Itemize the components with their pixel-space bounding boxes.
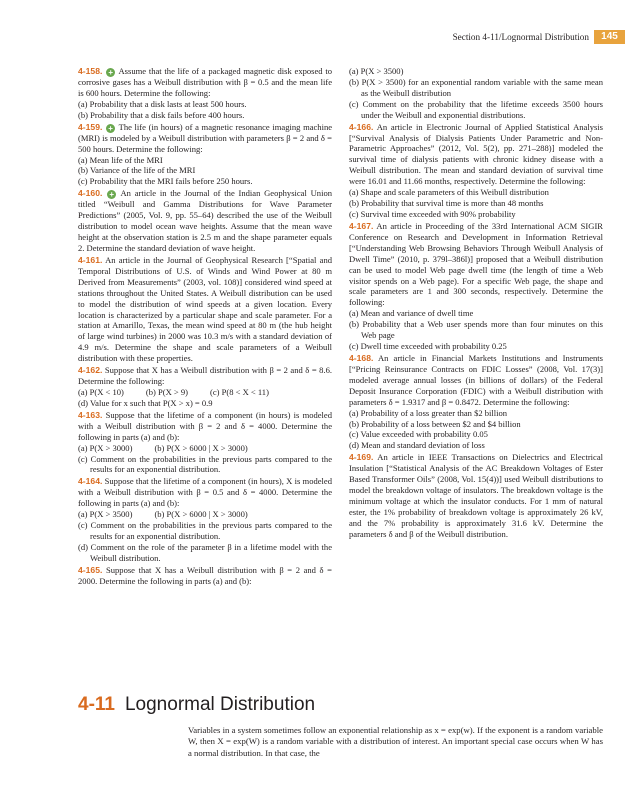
exercise-text: Assume that the life of a packaged magnetic disk exposed to corrosive gases has a Weibull distribution with β = 0.5 and the mean life is 600 hours. Determine the following: [78, 66, 332, 98]
exercise-text: An article in Electronic Journal of Applied Statistical Analysis [“Survival Analysis of Dialysis Patients Under Parametric and Non-Parametric Approaches” (2012, Vol. 5(2), pp. 271–288)] modeled the survival time of dialysis patients with chronic kidney disease with a Weibull distribution. The mean and standard deviation of survival time were 16.01 and 11.66 months, respectively. Determine the following: [349, 121, 603, 187]
exercise-number: 4-162. [78, 365, 103, 376]
exercise-statement [78, 255, 332, 364]
right-column [349, 66, 603, 541]
exercise-part: (a) Mean life of the MRI [78, 154, 163, 165]
exercise-text: An article in IEEE Transactions on Dielectrics and Electrical Insulation [“Statistical Analysis of the AC Breakdown Voltages of Ester Based Transformer Oils” (2008, Vol. 15(4))] used Weibull distributions to model the breakdown voltage of insulators. The breakdown voltage is the minimum voltage at which the insulator conducts. For 1 mm of natural ester, the 1% probability of breakdown voltage is approximately 26 kV, and the 7% probability is approximately 31.6 kV. Determine the parameters δ and β of the Weibull distribution. [349, 452, 604, 539]
section-title [78, 694, 315, 716]
exercise-part: (a) Probability that a disk lasts at least 500 hours. [78, 98, 247, 109]
exercise-number: 4-158. [78, 66, 103, 76]
exercise [78, 122, 332, 188]
exercise [78, 255, 332, 364]
exercise [349, 221, 603, 352]
exercise-text: Suppose that the lifetime of a component (in hours) is modeled with a Weibull distribution with β = 2 and δ = 4000. Determine the following in parts (a) and (b): [78, 409, 333, 442]
exercise-part: (b) P(X > 6000 | X > 3000) [154, 442, 248, 453]
exercise-number: 4-168. [349, 352, 374, 363]
exercise [78, 66, 332, 121]
exercise-statement [78, 365, 332, 387]
exercise-statement [78, 565, 332, 587]
exercise-number: 4-160. [78, 188, 103, 199]
section-title-text: Lognormal Distribution [124, 694, 316, 715]
exercise-part: (c) Comment on the probability that the lifetime exceeds 3500 hours under the Weibull and exponential distributions. [349, 98, 603, 120]
exercise-part: (b) Probability that survival time is more than 48 months [349, 198, 544, 209]
exercise-part: (d) Comment on the role of the parameter β in a lifetime model with the Weibull distribution. [78, 541, 332, 563]
exercise-part: (c) Dwell time exceeded with probability 0.25 [349, 341, 507, 352]
section-body-text: Variables in a system sometimes follow an exponential relationship as x = exp(w). If the exponent is a random variable W, then X = exp(W) is a random variable with a distribution of interest. An important special case occurs when W has a normal distribution. In that case, the [188, 725, 603, 758]
section-heading: Section 4-11/Lognormal Distribution [452, 32, 589, 42]
exercise-part: (b) Variance of the life of the MRI [78, 165, 196, 176]
page-number: 145 [594, 30, 625, 44]
exercise-number: 4-161. [78, 254, 103, 265]
exercise-number: 4-169. [349, 452, 374, 463]
exercise-part: (b) P(X > 6000 | X > 3000) [154, 509, 248, 520]
exercise [349, 353, 603, 451]
exercise-part: (c) Comment on the probabilities in the previous parts compared to the results for an exponential distribution. [78, 520, 332, 541]
exercise-part: (c) Survival time exceeded with 90% probability [349, 208, 516, 219]
plus-icon: + [107, 190, 116, 199]
exercise-part: (b) Probability that a disk fails before 400 hours. [78, 109, 245, 120]
exercise-parts-inline [78, 387, 332, 398]
left-column [78, 66, 332, 588]
exercise-statement [78, 66, 332, 99]
exercise-text: An article in Financial Markets Institutions and Instruments [“Pricing Reinsurance Contracts on FDIC Losses” (2008, Vol. 17(3)] modeled average annual losses (in billions of dollars) of the Federal Deposit Insurance Corporation (FDIC) with a Weibull distribution with parameters δ = 1.9317 and β = 0.8472. Determine the following: [349, 352, 604, 407]
exercise-part: (d) Value for x such that P(X > x) = 0.9 [78, 397, 213, 408]
exercise-part: (a) P(X > 3000) [78, 442, 133, 453]
exercise-text: The life (in hours) of a magnetic resonance imaging machine (MRI) is modeled by a Weibull distribution with parameters β = 2 and δ = 500 hours. Determine the following: [78, 121, 333, 154]
exercise-text: An article in the Journal of Geophysical Research [“Spatial and Temporal Distributions of U.S. of Winds and Wind Power at 80 m Derived from Measurements” (2003, vol. 108)] considered wind speed at stations throughout the United States. A Weibull distribution can be used to model the distribution of wind speeds at a given location. Every location is characterized by a particular shape and scale parameter. For a station at Amarillo, Texas, the mean wind speed at 80 m (the hub height of large wind turbines) in 2000 was 10.3 m/s with a standard deviation of 4.9 m/s. Determine the shape and scale parameters of a Weibull distribution with these properties. [78, 254, 332, 364]
running-header [0, 30, 639, 46]
exercise-number: 4-165. [78, 564, 103, 575]
exercise-text: Suppose that the lifetime of a component (in hours), X is modeled with a Weibull distribution with β = 0.5 and δ = 4000. Determine the following in parts (a) and (b): [78, 476, 332, 509]
exercise-part: (c) Value exceeded with probability 0.05 [349, 429, 488, 440]
exercise-part: (a) P(X > 3500) [78, 509, 133, 520]
exercise-statement [349, 353, 603, 408]
exercise-part: (c) Probability that the MRI fails before 250 hours. [78, 176, 253, 187]
exercise [349, 122, 603, 220]
exercise-part: (b) Probability of a loss between $2 and $4 billion [349, 418, 521, 429]
exercise-parts-inline [78, 509, 332, 520]
exercise [78, 365, 332, 409]
exercise-parts-inline [78, 443, 332, 454]
exercise-text: An article in the Journal of the Indian Geophysical Union titled “Weibull and Gamma Distributions for Wave Parameter Predictions” (2005, Vol. 9, pp. 55–64) described the use of the Weibull distribution to model ocean wave heights. Assume that the mean wave height at the observation station is 2.5 m and the shape parameter equals 2. Determine the standard deviation of wave height. [78, 188, 332, 253]
exercise-part: (a) P(X < 10) [78, 386, 124, 397]
exercise-part: (b) P(X > 3500) for an exponential random variable with the same mean as the Weibull distribution [349, 76, 603, 98]
exercise [78, 476, 332, 563]
exercise-part: (b) Probability that a Web user spends more than four minutes on this Web page [349, 319, 603, 341]
exercise-statement [349, 122, 603, 188]
exercise-text: An article in Proceeding of the 33rd International ACM SIGIR Conference on Research and Development in Information Retrieval [“Understanding Web Browsing Behaviors Through Weibull Analysis of Dwell Time” (2010, p. 379l–386l)] proposed that a Weibull distribution can be used to model Web page dwell time (the length of time a Web visitor spends on a Web page). For a specific Web page, the shape and scale parameters are 1 and 300 seconds, respectively. Determine the following: [349, 220, 603, 308]
exercise-part: (b) P(X > 9) [145, 386, 188, 397]
exercise [349, 452, 603, 539]
exercise-number: 4-163. [78, 409, 103, 420]
exercise [349, 66, 603, 121]
plus-icon: + [106, 68, 115, 77]
exercise-statement [349, 221, 603, 308]
exercise [78, 188, 332, 254]
exercise-part: (a) Shape and scale parameters of this Weibull distribution [349, 187, 549, 198]
exercise-number: 4-167. [349, 220, 374, 231]
exercise-part: (a) Probability of a loss greater than $2 billion [349, 407, 508, 418]
exercise-part: (a) P(X > 3500) [349, 66, 404, 76]
exercise-number: 4-164. [78, 476, 103, 487]
exercise-text: Suppose that X has a Weibull distribution with β = 2 and δ = 2000. Determine the following in parts (a) and (b): [78, 564, 333, 586]
exercise-statement [78, 410, 332, 443]
exercise-part: (d) Mean and standard deviation of loss [349, 440, 485, 451]
exercise-part: (a) Mean and variance of dwell time [349, 308, 474, 319]
exercise [78, 410, 332, 476]
exercise-text: Suppose that X has a Weibull distribution with β = 2 and δ = 8.6. Determine the following: [78, 365, 332, 387]
exercise-number: 4-159. [78, 121, 103, 132]
exercise-statement [78, 188, 332, 254]
exercise-part: (c) P(8 < X < 11) [209, 386, 269, 397]
plus-icon: + [106, 124, 115, 133]
exercise-statement [349, 452, 603, 539]
section-number: 4-11 [78, 694, 115, 715]
exercise-statement [78, 122, 332, 155]
exercise-number: 4-166. [349, 121, 374, 132]
exercise [78, 565, 332, 587]
exercise-part: (c) Comment on the probabilities in the previous parts compared to the results for an exponential distribution. [78, 453, 332, 475]
exercise-statement [78, 476, 332, 509]
